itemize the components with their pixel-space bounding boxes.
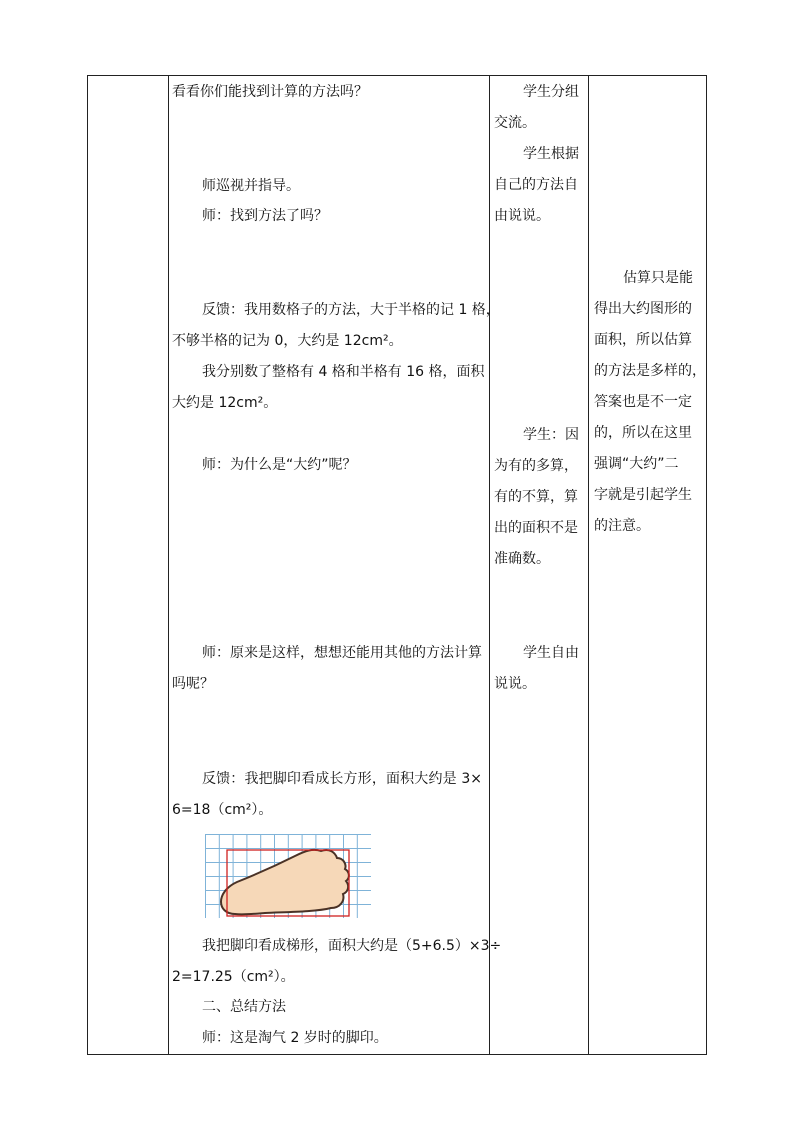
footprint-shape bbox=[221, 850, 349, 915]
text-line: 为有的多算， bbox=[494, 458, 578, 474]
footprint-grid-figure bbox=[205, 834, 371, 918]
text-line: 估算只是能 bbox=[623, 270, 693, 286]
text-line: 的，所以在这里 bbox=[594, 425, 692, 441]
text-line: 师：原来是这样，想想还能用其他的方法计算 bbox=[202, 645, 482, 661]
lesson-table bbox=[87, 75, 707, 1055]
text-line: 大约是 12cm²。 bbox=[172, 395, 278, 411]
text-line: 师：这是淘气 2 岁时的脚印。 bbox=[202, 1030, 388, 1046]
text-line: 有的不算，算 bbox=[494, 489, 578, 505]
text-line: 反馈：我把脚印看成长方形，面积大约是 3× bbox=[202, 771, 482, 787]
text-line: 吗呢？ bbox=[172, 676, 214, 692]
column-divider bbox=[168, 76, 169, 1054]
text-line: 师巡视并指导。 bbox=[202, 178, 300, 194]
text-line: 得出大约图形的 bbox=[594, 301, 692, 317]
text-line: 的方法是多样的， bbox=[594, 363, 706, 379]
text-line: 强调“大约”二 bbox=[594, 456, 679, 472]
text-line: 出的面积不是 bbox=[494, 520, 578, 536]
text-line: 由说说。 bbox=[494, 208, 550, 224]
text-line: 自己的方法自 bbox=[494, 177, 578, 193]
text-line: 的注意。 bbox=[594, 518, 650, 534]
text-line: 学生：因 bbox=[523, 427, 579, 443]
text-line: 反馈：我用数格子的方法，大于半格的记 1 格， bbox=[202, 302, 500, 318]
text-line: 交流。 bbox=[494, 115, 536, 131]
text-line: 学生自由 bbox=[523, 645, 579, 661]
text-line: 答案也是不一定 bbox=[594, 394, 692, 410]
text-line: 我把脚印看成梯形，面积大约是（5+6.5）×3÷ bbox=[202, 938, 502, 954]
text-line: 准确数。 bbox=[494, 551, 550, 567]
text-line: 学生根据 bbox=[523, 146, 579, 162]
text-line: 2=17.25（cm²）。 bbox=[172, 969, 295, 985]
text-line: 6=18（cm²）。 bbox=[172, 802, 273, 818]
text-line: 看看你们能找到计算的方法吗？ bbox=[172, 84, 368, 100]
text-line: 师：为什么是“大约”呢？ bbox=[202, 457, 357, 473]
text-line: 不够半格的记为 0，大约是 12cm²。 bbox=[172, 333, 403, 349]
text-line: 字就是引起学生 bbox=[594, 487, 692, 503]
text-line: 二、总结方法 bbox=[202, 999, 286, 1015]
text-line: 师：找到方法了吗？ bbox=[202, 208, 328, 224]
text-line: 面积，所以估算 bbox=[594, 332, 692, 348]
column-divider bbox=[588, 76, 589, 1054]
text-line: 我分别数了整格有 4 格和半格有 16 格，面积 bbox=[202, 364, 485, 380]
text-line: 说说。 bbox=[494, 676, 536, 692]
text-line: 学生分组 bbox=[523, 84, 579, 100]
column-divider bbox=[489, 76, 490, 1054]
